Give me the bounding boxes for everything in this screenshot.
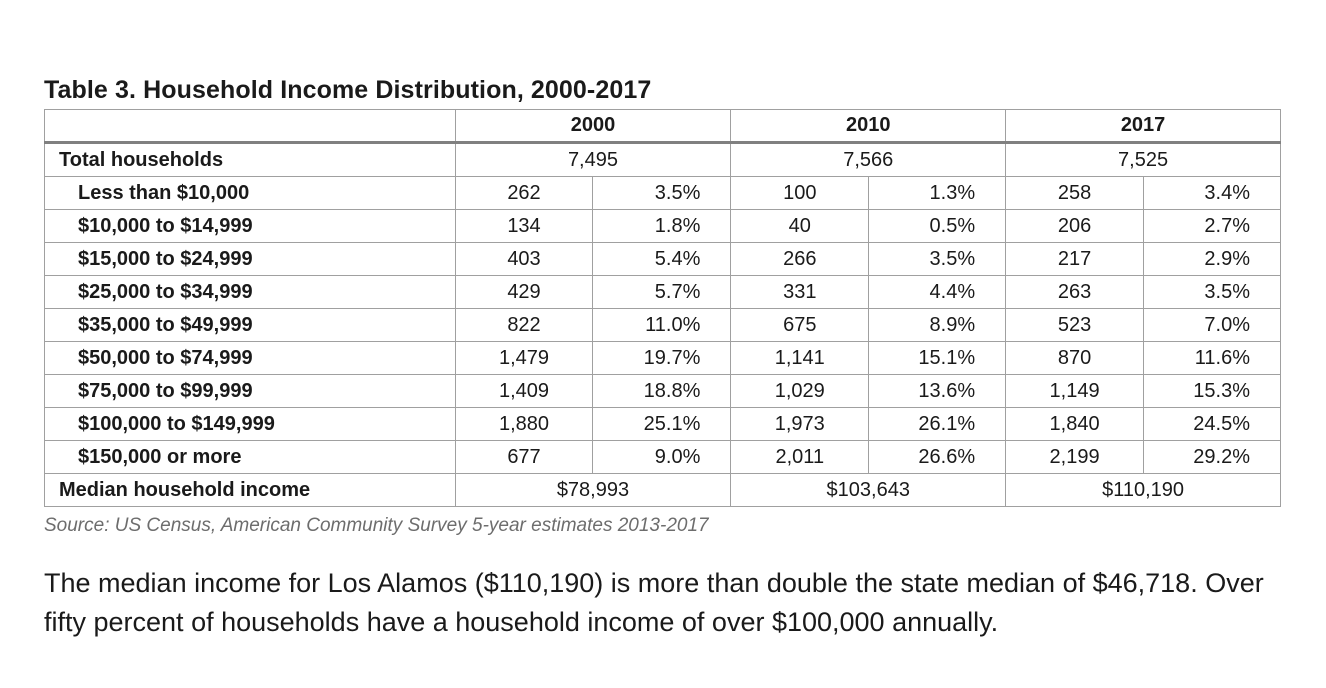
count-cell: 1,479 [455,342,593,375]
median-value: $110,190 [1006,474,1281,507]
percent-cell: 15.1% [869,342,1006,375]
percent-cell: 3.5% [593,177,731,210]
header-year: 2017 [1006,110,1281,143]
header-year: 2000 [455,110,731,143]
count-cell: 1,409 [455,375,593,408]
percent-cell: 3.4% [1144,177,1281,210]
count-cell: 523 [1006,309,1144,342]
total-value: 7,525 [1006,143,1281,177]
row-label: $35,000 to $49,999 [45,309,456,342]
row-label: $150,000 or more [45,441,456,474]
median-value: $103,643 [731,474,1006,507]
row-label: Less than $10,000 [45,177,456,210]
count-cell: 263 [1006,276,1144,309]
count-cell: 1,029 [731,375,869,408]
row-label: Total households [45,143,456,177]
count-cell: 266 [731,243,869,276]
row-label: $25,000 to $34,999 [45,276,456,309]
count-cell: 258 [1006,177,1144,210]
percent-cell: 25.1% [593,408,731,441]
percent-cell: 0.5% [869,210,1006,243]
percent-cell: 2.9% [1144,243,1281,276]
count-cell: 675 [731,309,869,342]
count-cell: 40 [731,210,869,243]
count-cell: 822 [455,309,593,342]
percent-cell: 1.8% [593,210,731,243]
row-label: $50,000 to $74,999 [45,342,456,375]
count-cell: 677 [455,441,593,474]
table-row [45,375,1281,408]
percent-cell: 11.6% [1144,342,1281,375]
percent-cell: 19.7% [593,342,731,375]
percent-cell: 26.1% [869,408,1006,441]
table-row [45,243,1281,276]
percent-cell: 2.7% [1144,210,1281,243]
percent-cell: 7.0% [1144,309,1281,342]
count-cell: 1,840 [1006,408,1144,441]
median-income-row [45,474,1281,507]
percent-cell: 3.5% [869,243,1006,276]
table-row [45,309,1281,342]
count-cell: 2,199 [1006,441,1144,474]
header-row [45,110,1281,143]
count-cell: 1,141 [731,342,869,375]
percent-cell: 3.5% [1144,276,1281,309]
table-row [45,342,1281,375]
count-cell: 429 [455,276,593,309]
count-cell: 1,880 [455,408,593,441]
percent-cell: 13.6% [869,375,1006,408]
count-cell: 1,973 [731,408,869,441]
table-row [45,276,1281,309]
total-households-row [45,143,1281,177]
total-value: 7,566 [731,143,1006,177]
percent-cell: 4.4% [869,276,1006,309]
source-note: Source: US Census, American Community Survey 5-year estimates 2013-2017 [44,515,709,536]
percent-cell: 9.0% [593,441,731,474]
percent-cell: 1.3% [869,177,1006,210]
count-cell: 217 [1006,243,1144,276]
count-cell: 331 [731,276,869,309]
count-cell: 870 [1006,342,1144,375]
median-value: $78,993 [455,474,731,507]
percent-cell: 24.5% [1144,408,1281,441]
row-label: $10,000 to $14,999 [45,210,456,243]
table-row [45,408,1281,441]
row-label: $15,000 to $24,999 [45,243,456,276]
table-row [45,177,1281,210]
count-cell: 403 [455,243,593,276]
percent-cell: 11.0% [593,309,731,342]
header-year: 2010 [731,110,1006,143]
body-paragraph: The median income for Los Alamos ($110,190) is more than double the state median of $46,718. Over fifty percent of households have a household income of over $100,000 annually. [44,568,1264,637]
table-title: Table 3. Household Income Distribution, 2000-2017 [44,76,652,104]
percent-cell: 15.3% [1144,375,1281,408]
row-label: Median household income [45,474,456,507]
percent-cell: 26.6% [869,441,1006,474]
percent-cell: 8.9% [869,309,1006,342]
row-label: $100,000 to $149,999 [45,408,456,441]
count-cell: 206 [1006,210,1144,243]
count-cell: 2,011 [731,441,869,474]
income-distribution-table [44,109,1281,507]
table-row [45,210,1281,243]
row-label: $75,000 to $99,999 [45,375,456,408]
percent-cell: 29.2% [1144,441,1281,474]
header-blank-cell [45,110,456,143]
percent-cell: 5.4% [593,243,731,276]
count-cell: 262 [455,177,593,210]
count-cell: 134 [455,210,593,243]
table-row [45,441,1281,474]
total-value: 7,495 [455,143,731,177]
count-cell: 100 [731,177,869,210]
percent-cell: 18.8% [593,375,731,408]
count-cell: 1,149 [1006,375,1144,408]
percent-cell: 5.7% [593,276,731,309]
